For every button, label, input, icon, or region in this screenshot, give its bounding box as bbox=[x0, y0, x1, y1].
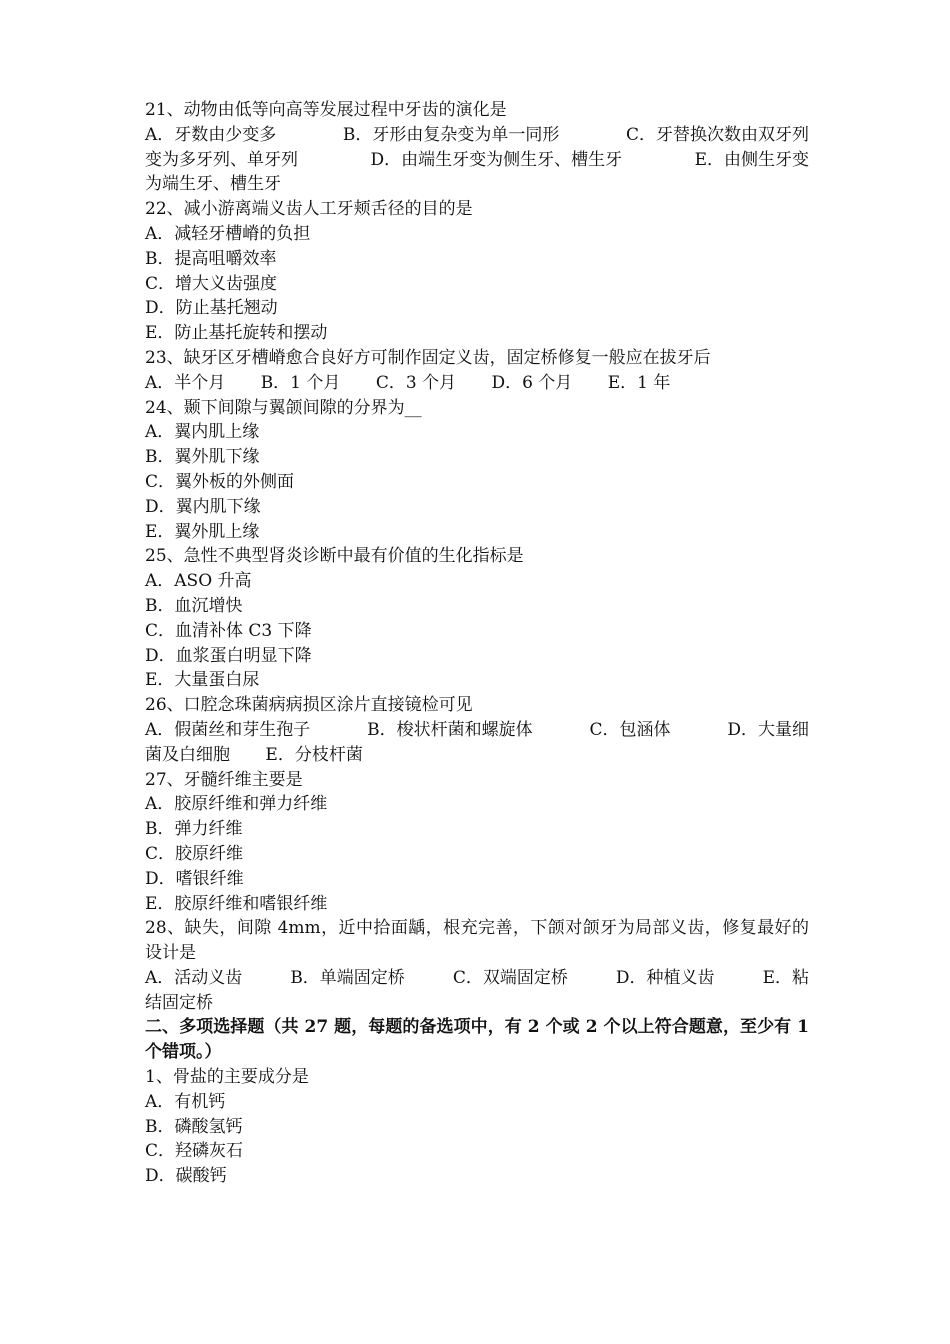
q24-option-d: D．翼内肌下缘 bbox=[145, 496, 261, 517]
q26-option-c: C．包涵体 bbox=[589, 719, 671, 740]
q21-option-d: D．由端生牙变为侧生牙、槽生牙 bbox=[370, 149, 623, 170]
q27-stem: 27、牙髓纤维主要是 bbox=[145, 769, 303, 790]
q26-options-row1 bbox=[145, 718, 809, 743]
q28-stem: 28、缺失，间隙 4mm，近中拾面龋，根充完善，下颌对颌牙为局部义齿，修复最好的设计是 bbox=[145, 918, 809, 964]
q27-option-b: B．弹力纤维 bbox=[145, 819, 243, 840]
q22-option-c: C．增大义齿强度 bbox=[145, 273, 278, 294]
q21-options-row2 bbox=[145, 148, 809, 173]
section2-heading: 二、多项选择题（共 27 题，每题的备选项中，有 2 个或 2 个以上符合题意，至少有 1 个错项。） bbox=[145, 1017, 809, 1063]
q28-option-c: C．双端固定桥 bbox=[452, 967, 568, 988]
q23-option-b: B．1 个月 bbox=[260, 372, 341, 393]
m1-option-b: B．磷酸氢钙 bbox=[145, 1116, 243, 1137]
q25-option-a: A．ASO 升高 bbox=[145, 571, 252, 592]
q25-stem: 25、急性不典型肾炎诊断中最有价值的生化指标是 bbox=[145, 546, 524, 567]
exam-page bbox=[145, 98, 809, 1189]
q21-option-c-cont: 变为多牙列、单牙列 bbox=[145, 149, 298, 170]
q26-option-a: A．假菌丝和芽生孢子 bbox=[145, 719, 311, 740]
m1-option-c: C．羟磷灰石 bbox=[145, 1141, 244, 1162]
q26-stem: 26、口腔念珠菌病病损区涂片直接镜检可见 bbox=[145, 695, 473, 716]
q24-option-c: C．翼外板的外侧面 bbox=[145, 471, 295, 492]
q26-options-row2 bbox=[145, 743, 809, 768]
q25-option-b: B．血沉增快 bbox=[145, 595, 243, 616]
m1-option-a: A．有机钙 bbox=[145, 1091, 226, 1112]
q21-options-row1 bbox=[145, 123, 809, 148]
q22-option-a: A．减轻牙槽嵴的负担 bbox=[145, 223, 311, 244]
q28-option-e-cont: 结固定桥 bbox=[145, 992, 213, 1013]
m1-option-d: D．碳酸钙 bbox=[145, 1166, 227, 1187]
m1-stem: 1、骨盐的主要成分是 bbox=[145, 1067, 309, 1088]
q25-option-c: C．血清补体 C3 下降 bbox=[145, 620, 312, 641]
q21-option-c: C．牙替换次数由双牙列 bbox=[625, 124, 809, 145]
q22-option-d: D．防止基托翘动 bbox=[145, 298, 278, 319]
q24-option-b: B．翼外肌下缘 bbox=[145, 447, 260, 468]
q21-option-e: E．由侧生牙变 bbox=[694, 149, 809, 170]
q21-option-a: A．牙数由少变多 bbox=[145, 124, 277, 145]
q23-stem: 23、缺牙区牙槽嵴愈合良好方可制作固定义齿，固定桥修复一般应在拔牙后 bbox=[145, 347, 711, 368]
q26-option-e: E．分枝杆菌 bbox=[265, 744, 363, 765]
q26-option-d: D．大量细 bbox=[727, 719, 809, 740]
q28-options-row1 bbox=[145, 966, 809, 991]
q28-option-b: B．单端固定桥 bbox=[290, 967, 405, 988]
q23-options-row bbox=[145, 371, 809, 396]
q27-option-d: D．嗜银纤维 bbox=[145, 868, 244, 889]
q26-option-d-cont: 菌及白细胞 bbox=[145, 744, 230, 765]
q22-stem: 22、减小游离端义齿人工牙颊舌径的目的是 bbox=[145, 199, 473, 220]
q23-option-a: A．半个月 bbox=[145, 372, 226, 393]
q22-option-b: B．提高咀嚼效率 bbox=[145, 248, 277, 269]
q25-option-d: D．血浆蛋白明显下降 bbox=[145, 645, 312, 666]
q23-option-c: C．3 个月 bbox=[375, 372, 457, 393]
q23-option-d: D．6 个月 bbox=[491, 372, 573, 393]
q25-option-e: E．大量蛋白尿 bbox=[145, 670, 260, 691]
q27-option-e: E．胶原纤维和嗜银纤维 bbox=[145, 893, 328, 914]
q28-option-a: A．活动义齿 bbox=[145, 967, 243, 988]
q28-option-e: E．粘 bbox=[762, 967, 809, 988]
q21-option-b: B．牙形由复杂变为单一同形 bbox=[342, 124, 560, 145]
q24-option-a: A．翼内肌上缘 bbox=[145, 422, 260, 443]
q27-option-c: C．胶原纤维 bbox=[145, 843, 244, 864]
q28-option-d: D．种植义齿 bbox=[615, 967, 715, 988]
q24-stem: 24、颞下间隙与翼颌间隙的分界为__ bbox=[145, 397, 422, 418]
q23-option-e: E．1 年 bbox=[607, 372, 671, 393]
q21-option-e-cont: 为端生牙、槽生牙 bbox=[145, 174, 281, 195]
q26-option-b: B．梭状杆菌和螺旋体 bbox=[367, 719, 533, 740]
q21-stem: 21、动物由低等向高等发展过程中牙齿的演化是 bbox=[145, 100, 507, 120]
q22-option-e: E．防止基托旋转和摆动 bbox=[145, 323, 328, 344]
q24-option-e: E．翼外肌上缘 bbox=[145, 521, 260, 542]
q27-option-a: A．胶原纤维和弹力纤维 bbox=[145, 794, 328, 815]
